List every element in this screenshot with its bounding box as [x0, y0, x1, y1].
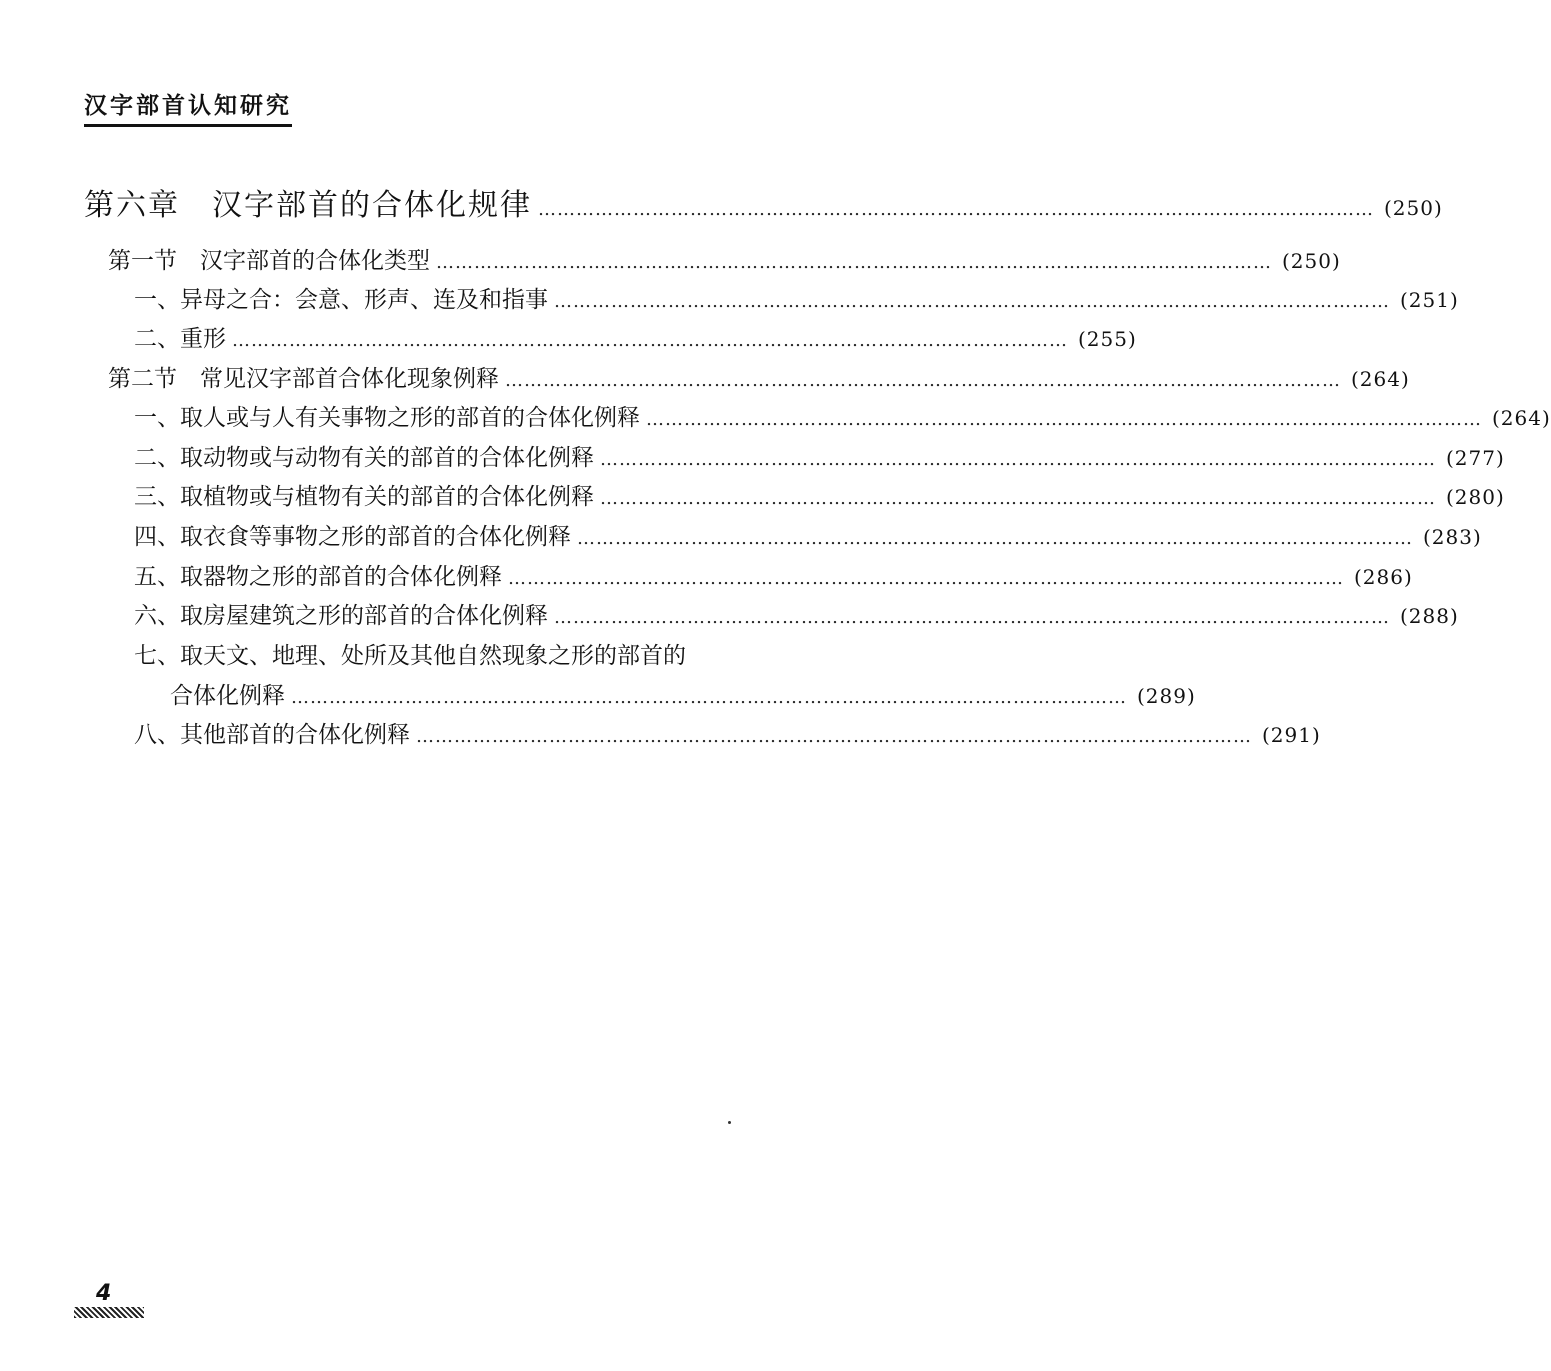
toc-item[interactable]: [134, 478, 1505, 512]
toc-item[interactable]: [134, 281, 1459, 315]
toc-page-number: (277): [1446, 446, 1505, 470]
toc-page-number: (286): [1354, 565, 1413, 589]
toc-leader-dots: ……………………………………………………………………………………………………………………: [505, 370, 1341, 391]
toc-page-number: (264): [1351, 367, 1410, 391]
toc-item-title: 四、取衣食等事物之形的部首的合体化例释: [134, 524, 571, 550]
toc-chapter-6[interactable]: [84, 180, 1443, 224]
toc-section-title: 第二节 常见汉字部首合体化现象例释: [108, 366, 499, 392]
toc-item[interactable]: [134, 518, 1482, 552]
toc-item-title: 八、其他部首的合体化例释: [134, 722, 410, 748]
toc-section-2[interactable]: [108, 360, 1410, 394]
toc-page-number: (280): [1446, 485, 1505, 509]
toc-item-title-line1[interactable]: 七、取天文、地理、处所及其他自然现象之形的部首的: [134, 643, 686, 669]
toc-page-number: (288): [1400, 604, 1459, 628]
toc-leader-dots: ……………………………………………………………………………………………………………………: [600, 449, 1436, 470]
toc-page-number: (251): [1400, 288, 1459, 312]
toc-item-title: 五、取器物之形的部首的合体化例释: [134, 564, 502, 590]
toc-page-number: (255): [1078, 327, 1137, 351]
toc-leader-dots: ……………………………………………………………………………………………………………………: [577, 528, 1413, 549]
toc-item-title: 二、重形: [134, 326, 226, 352]
scan-speck: [728, 1121, 731, 1124]
toc-leader-dots: ……………………………………………………………………………………………………………………: [646, 409, 1482, 430]
toc-item-title: 六、取房屋建筑之形的部首的合体化例释: [134, 603, 548, 629]
toc-leader-dots: ……………………………………………………………………………………………………………………: [291, 687, 1127, 708]
toc-page-number: (250): [1282, 249, 1341, 273]
toc-leader-dots: ……………………………………………………………………………………………………………………: [436, 252, 1272, 273]
toc-leader-dots: ……………………………………………………………………………………………………………………: [554, 291, 1390, 312]
toc-section-title: 第一节 汉字部首的合体化类型: [108, 248, 430, 274]
toc-section-1[interactable]: [108, 242, 1341, 276]
toc-item-title: 二、取动物或与动物有关的部首的合体化例释: [134, 445, 594, 471]
toc-item[interactable]: [170, 677, 1196, 711]
toc-leader-dots: ……………………………………………………………………………………………………………………: [232, 330, 1068, 351]
toc-item-title-line2: 合体化例释: [170, 683, 285, 709]
toc-item-title: 三、取植物或与植物有关的部首的合体化例释: [134, 484, 594, 510]
toc-leader-dots: ……………………………………………………………………………………………………………………: [538, 199, 1374, 220]
toc-item[interactable]: [134, 558, 1413, 592]
toc-item[interactable]: [134, 439, 1505, 473]
footer-decoration-bar: [74, 1307, 144, 1318]
toc-page-number: (283): [1423, 525, 1482, 549]
toc-page-number: (291): [1262, 723, 1321, 747]
toc-leader-dots: ……………………………………………………………………………………………………………………: [416, 726, 1252, 747]
toc-page-number: (289): [1137, 684, 1196, 708]
toc-page-number: (264): [1492, 406, 1551, 430]
toc-leader-dots: ……………………………………………………………………………………………………………………: [508, 568, 1344, 589]
toc-item-title: 一、异母之合：会意、形声、连及和指事: [134, 287, 548, 313]
page-number: 4: [96, 1281, 112, 1306]
toc-leader-dots: ……………………………………………………………………………………………………………………: [554, 607, 1390, 628]
toc-item-title: 一、取人或与人有关事物之形的部首的合体化例释: [134, 405, 640, 431]
running-header: 汉字部首认知研究: [84, 92, 292, 127]
toc-chapter-title: 第六章 汉字部首的合体化规律: [84, 188, 532, 223]
toc-item[interactable]: [134, 399, 1551, 433]
toc-item[interactable]: [134, 716, 1321, 750]
toc-item[interactable]: [134, 320, 1137, 354]
toc-item[interactable]: [134, 597, 1459, 631]
toc-page-number: (250): [1384, 196, 1443, 220]
toc-leader-dots: ……………………………………………………………………………………………………………………: [600, 488, 1436, 509]
